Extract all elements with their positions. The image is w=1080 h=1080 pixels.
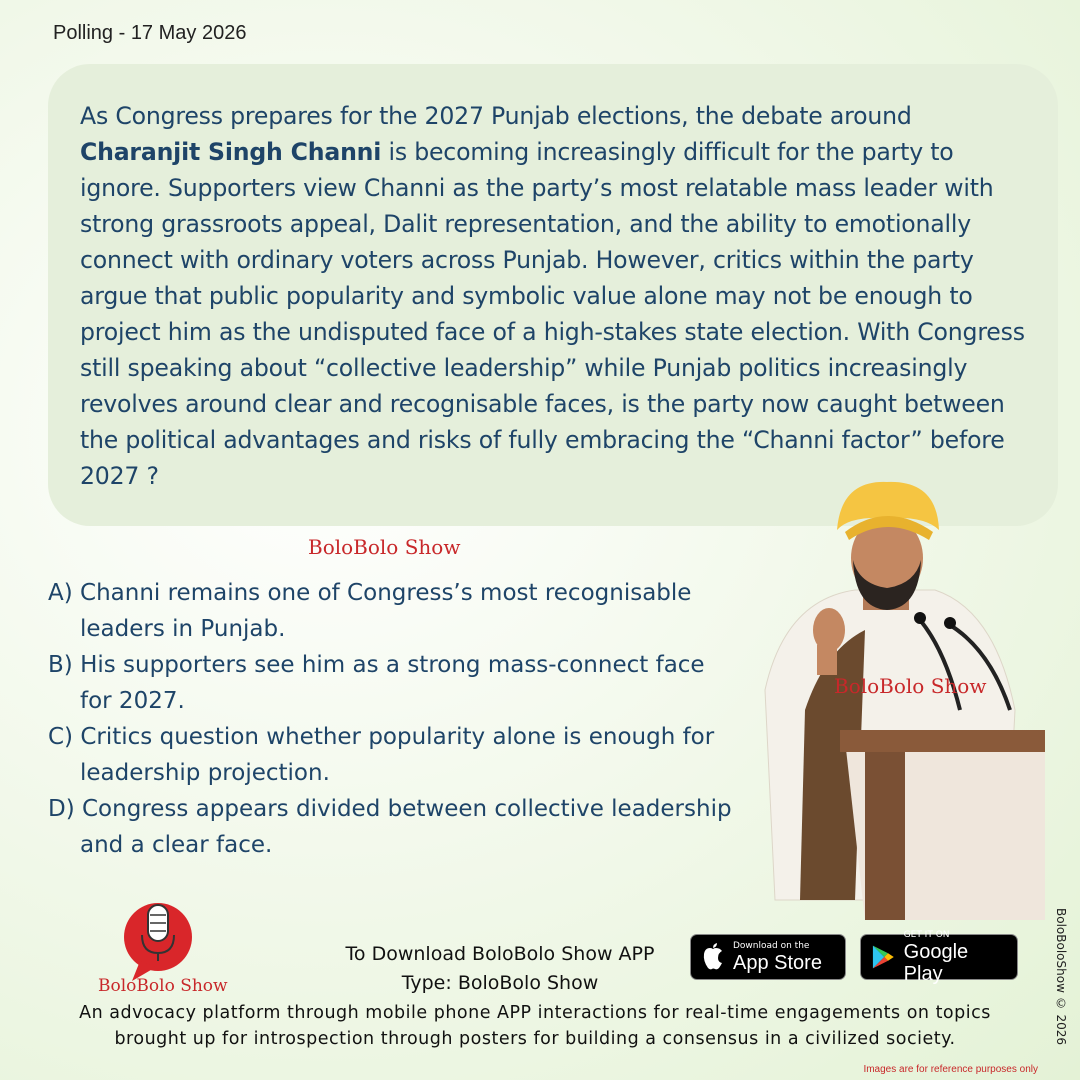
tagline-line-2: brought up for introspection through posters for building a consensus in a civilized society.	[114, 1029, 956, 1049]
poll-date: Polling - 17 May 2026	[53, 22, 247, 44]
option-d[interactable]: D) Congress appears divided between collective leadership and a clear face.	[48, 796, 732, 858]
platform-tagline	[30, 1000, 1040, 1052]
brand-overlay: BoloBolo Show	[834, 674, 987, 698]
option-c[interactable]: C) Critics question whether popularity alone is enough for leadership projection.	[48, 724, 715, 786]
poll-options	[48, 575, 738, 863]
google-play-button[interactable]	[860, 929, 1018, 985]
tagline-line-1: An advocacy platform through mobile phone APP interactions for real-time engagements on topics	[79, 1003, 991, 1023]
question-text	[80, 98, 1038, 494]
apple-icon	[701, 943, 725, 971]
app-store-button[interactable]	[690, 934, 846, 980]
question-intro: As Congress prepares for the 2027 Punjab elections, the debate around	[80, 102, 912, 130]
gplay-big-label: Google Play	[903, 940, 969, 985]
gplay-small-label: GET IT ON	[903, 929, 950, 940]
option-b[interactable]: B) His supporters see him as a strong mass-connect face for 2027.	[48, 652, 705, 714]
logo-label: BoloBolo Show	[98, 976, 228, 996]
appstore-big-label: App Store	[733, 951, 822, 974]
google-play-icon	[871, 943, 896, 971]
download-instructions	[320, 940, 680, 998]
brand-watermark: BoloBolo Show	[308, 535, 461, 559]
question-body: is becoming increasingly difficult for the party to ignore. Supporters view Channi as the party’s most relatable mass leader with strong grassroots appeal, Dalit representation, and the ability to emotionally connect with ordinary voters across Punjab. However, critics within the party argue that public popularity and symbolic value alone may not be enough to project him as the undisputed face of a high-stakes state election. With Congress still speaking about “collective leadership” while Punjab politics increasingly revolves around clear and recognisable faces, is the party now caught between the political advantages and risks of fully embracing the “Channi factor” before 2027 ?	[80, 138, 1025, 490]
download-line-1: To Download BoloBolo Show APP	[345, 943, 655, 965]
option-a[interactable]: A) Channi remains one of Congress’s most recognisable leaders in Punjab.	[48, 580, 692, 642]
appstore-small-label: Download on the	[733, 940, 810, 951]
copyright-notice: BoloBoloShow © 2026	[1054, 908, 1068, 1046]
question-highlight: Charanjit Singh Channi	[80, 138, 382, 166]
image-disclaimer: Images are for reference purposes only	[863, 1064, 1038, 1075]
speaker-illustration	[745, 480, 1045, 920]
download-line-2: Type: BoloBolo Show	[401, 972, 599, 994]
question-card	[48, 64, 1058, 526]
